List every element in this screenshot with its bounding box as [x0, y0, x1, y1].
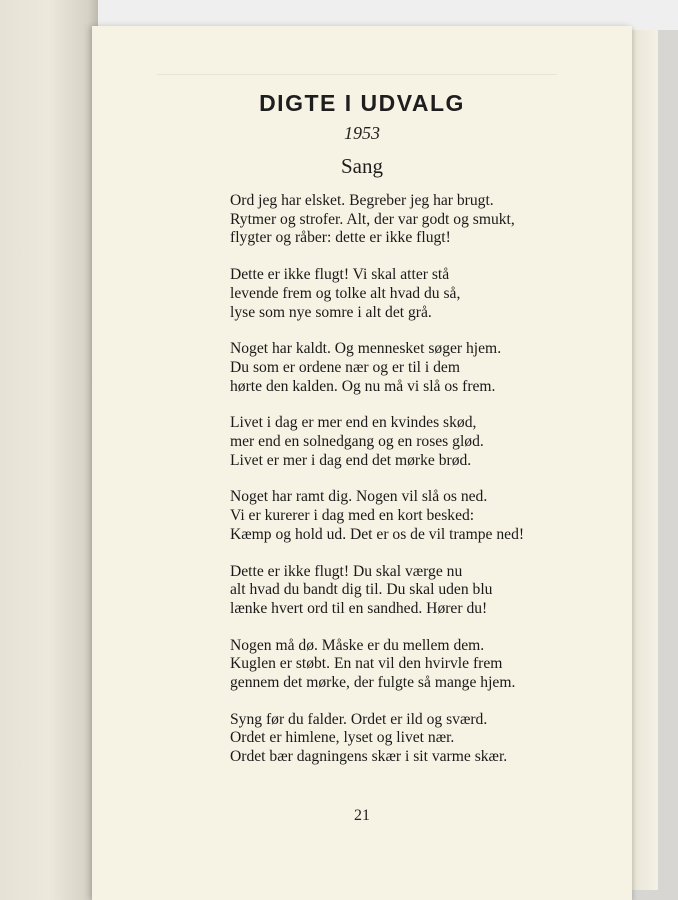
- poem-line: flygter og råber: dette er ikke flugt!: [230, 229, 451, 247]
- poem-line: Livet er mer i dag end det mørke brød.: [230, 451, 472, 469]
- poem-line: lyse som nye somre i alt det grå.: [230, 303, 432, 321]
- page-edge: [632, 30, 658, 890]
- poem-line: Vi er kurerer i dag med en kort besked:: [230, 507, 475, 525]
- poem-line: Syng før du falder. Ordet er ild og sværd.: [230, 710, 488, 728]
- stanza-5: [230, 488, 630, 544]
- header-rule: [157, 74, 557, 75]
- poem-line: Du som er ordene nær og er til i dem: [230, 358, 460, 376]
- poem-line: gennem det mørke, der fulgte så mange hjem.: [230, 674, 516, 692]
- poem-line: Noget har ramt dig. Nogen vil slå os ned.: [230, 488, 488, 506]
- poem-line: Noget har kaldt. Og mennesket søger hjem.: [230, 340, 502, 358]
- poem-line: alt hvad du bandt dig til. Du skal uden blu: [230, 581, 493, 599]
- poem-line: levende frem og tolke alt hvad du så,: [230, 284, 461, 302]
- stanza-6: [230, 563, 630, 619]
- poem-line: mer end en solnedgang og en roses glød.: [230, 433, 484, 451]
- page-number: 21: [354, 807, 370, 824]
- poem-line: lænke hvert ord til en sandhed. Hører du!: [230, 599, 488, 617]
- left-page: [0, 0, 98, 900]
- stanza-1: [230, 192, 630, 248]
- poem-body: [230, 192, 630, 785]
- publication-year: 1953: [344, 123, 380, 143]
- book-page: [92, 26, 632, 900]
- stanza-4: [230, 414, 630, 470]
- poem-line: Ordet er himlene, lyset og livet nær.: [230, 729, 455, 747]
- book-title: DIGTE I UDVALG: [259, 90, 465, 116]
- poem-line: Rytmer og strofer. Alt, der var godt og smukt,: [230, 210, 515, 228]
- stanza-2: [230, 266, 630, 322]
- stanza-7: [230, 637, 630, 693]
- poem-line: Kuglen er støbt. En nat vil den hvirvle frem: [230, 655, 503, 673]
- poem-line: Dette er ikke flugt! Vi skal atter stå: [230, 266, 450, 284]
- poem-line: Dette er ikke flugt! Du skal værge nu: [230, 562, 463, 580]
- poem-line: hørte den kalden. Og nu må vi slå os frem.: [230, 377, 496, 395]
- poem-line: Livet i dag er mer end en kvindes skød,: [230, 414, 477, 432]
- stanza-8: [230, 711, 630, 767]
- poem-line: Nogen må dø. Måske er du mellem dem.: [230, 636, 485, 654]
- poem-line: Kæmp og hold ud. Det er os de vil trampe ned!: [230, 525, 525, 543]
- stanza-3: [230, 340, 630, 396]
- poem-line: Ordet bær dagningens skær i sit varme skær.: [230, 748, 508, 766]
- poem-title: Sang: [341, 154, 383, 178]
- poem-line: Ord jeg har elsket. Begreber jeg har brugt.: [230, 192, 494, 209]
